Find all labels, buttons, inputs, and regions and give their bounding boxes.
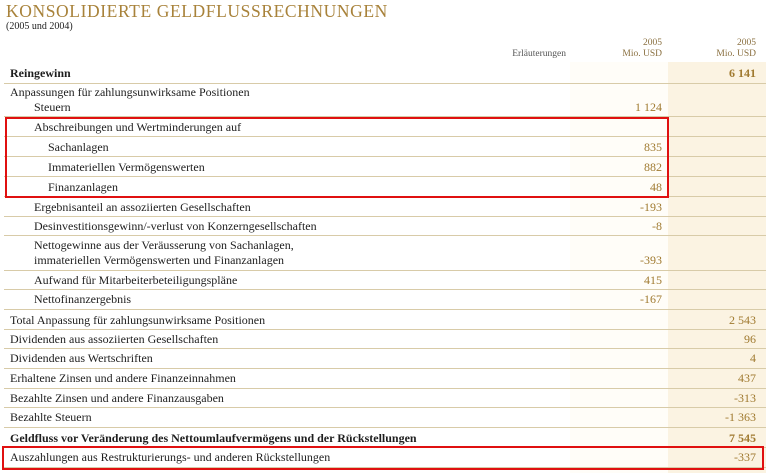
- row-label: Sachanlagen: [48, 140, 109, 154]
- table-row: [4, 98, 766, 117]
- table-row: [4, 369, 766, 389]
- row-value-total: -1 363: [725, 410, 756, 424]
- row-value-total: 96: [744, 332, 756, 346]
- row-value-total: 4: [750, 351, 756, 365]
- row-label: Aufwand für Mitarbeiterbeteiligungspläne: [34, 273, 238, 287]
- row-label: Finanzanlagen: [48, 180, 118, 194]
- row-value-detail: 1 124: [635, 100, 662, 114]
- header-col2-unit: Mio. USD: [716, 49, 756, 59]
- row-value-detail: -8: [652, 219, 662, 233]
- table-row: [4, 349, 766, 369]
- row-value-detail: 882: [644, 160, 662, 174]
- row-value-detail: -193: [640, 200, 662, 214]
- row-value-total: -313: [734, 391, 756, 405]
- table-row: [4, 137, 766, 157]
- row-value-detail: -393: [640, 253, 662, 267]
- row-label: Dividenden aus assoziierten Gesellschaften: [10, 332, 219, 346]
- table-row: [4, 310, 766, 330]
- header-notes: Erläuterungen: [512, 49, 566, 59]
- row-label: Nettogewinne aus der Veräusserung von Sachanlagen,: [34, 238, 294, 252]
- row-label: Auszahlungen aus Restrukturierungs- und anderen Rückstellungen: [10, 450, 331, 464]
- header-col1-year: 2005: [643, 38, 662, 48]
- row-label: Steuern: [34, 100, 71, 114]
- row-value-detail: 835: [644, 140, 662, 154]
- row-label: Dividenden aus Wertschriften: [10, 351, 153, 365]
- table-row: [4, 428, 766, 448]
- row-value-total: 2 543: [729, 313, 756, 327]
- table-row: [4, 117, 766, 137]
- table-row: [4, 330, 766, 349]
- table-row: [4, 236, 766, 271]
- table-row: [4, 63, 766, 84]
- row-label: Immateriellen Vermögenswerten: [48, 160, 205, 174]
- row-value-detail: 415: [644, 273, 662, 287]
- page-title: KONSOLIDIERTE GELDFLUSSRECHNUNGEN: [6, 1, 388, 21]
- table-row: [4, 271, 766, 290]
- table-row: [4, 217, 766, 236]
- row-label: Nettofinanzergebnis: [34, 292, 132, 306]
- row-label-continued: immateriellen Vermögenswerten und Finanzanlagen: [34, 253, 285, 267]
- row-label: Ergebnisanteil an assoziierten Gesellschaften: [34, 200, 251, 214]
- row-value-total: 6 141: [729, 66, 756, 80]
- row-value-detail: -167: [640, 292, 662, 306]
- header-col1: [600, 38, 662, 60]
- row-label: Anpassungen für zahlungsunwirksame Positionen: [10, 85, 250, 99]
- header-col2: [690, 38, 756, 60]
- row-label: Reingewinn: [10, 66, 71, 80]
- row-label: Geldfluss vor Veränderung des Nettoumlaufvermögens und der Rückstellungen: [10, 431, 417, 445]
- row-label: Bezahlte Steuern: [10, 410, 92, 424]
- table-row: [4, 177, 766, 197]
- row-label: Total Anpassung für zahlungsunwirksame Positionen: [10, 313, 266, 327]
- table-row: [4, 157, 766, 177]
- row-value-total: 7 545: [729, 431, 756, 445]
- table-row: [4, 197, 766, 217]
- table-row: [4, 408, 766, 428]
- table-row: [4, 290, 766, 310]
- row-value-detail: 48: [650, 180, 662, 194]
- page-subtitle: (2005 und 2004): [6, 21, 73, 32]
- row-label: Desinvestitionsgewinn/-verlust von Konzerngesellschaften: [34, 219, 317, 233]
- header-col2-year: 2005: [737, 38, 756, 48]
- row-label: Erhaltene Zinsen und andere Finanzeinnahmen: [10, 371, 236, 385]
- row-label: Abschreibungen und Wertminderungen auf: [34, 120, 242, 134]
- table-row: [4, 389, 766, 408]
- row-label: Bezahlte Zinsen und andere Finanzausgaben: [10, 391, 224, 405]
- row-value-total: -337: [734, 450, 756, 464]
- row-value-total: 437: [738, 371, 756, 385]
- table-row: [4, 448, 766, 468]
- header-col1-unit: Mio. USD: [622, 49, 662, 59]
